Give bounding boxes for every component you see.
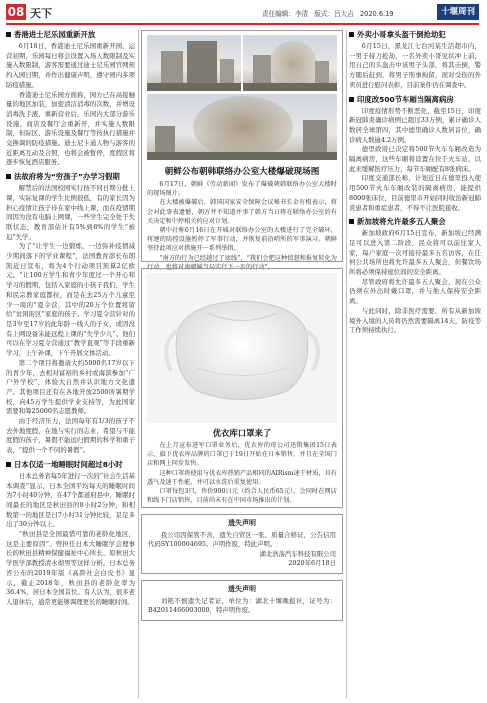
- story-paragraph: 这种口罩将使用与优衣库热销产品相同的AIRism速干材质，具有透气及速干性能，并可以水洗后重复使用。: [147, 469, 337, 486]
- masthead-rule: [6, 23, 479, 25]
- story-paragraph: 在大楼被爆破后，韩国国家安全保障会议秘书长金有根表示，将会对此事表遗憾，朝方并不知道并事了韩方当日将在联络办公室的有关决定和中停相关的应对计划。: [147, 199, 337, 225]
- square-bullet-icon: [349, 97, 354, 102]
- article-headline: 印度改500节车厢当隔离病房: [349, 95, 481, 105]
- column-divider: [138, 30, 139, 698]
- issue-date: 2020.6.19: [359, 10, 394, 18]
- article-headline: 新加坡将允许最多五人聚会: [349, 217, 481, 227]
- layout-credit: 版式：吕大吉: [314, 10, 354, 18]
- story-paragraph: 口罩每包3只，售价990日元（约合人民币65元），会同时在网店和线下门店销售，目前尚未有在中国市场推出的计划。: [147, 488, 337, 505]
- loss-notice: [141, 514, 343, 574]
- masthead: [0, 0, 487, 24]
- article-paragraph: “秋田县是全国最惜可靠的老龄化地区，这是主要原因”。曾担任日本大睡眠学会理事长的秋田县精神保健福祉中心所长、原秋田大学医学部教授清水彻男等这样分析。日本总务省公布的2019年版《高龄社会白皮书》显示，截止2018年，秋田县的老龄化率为36.4%，居日本全国首位。有人认为，很多老人退休后，通常更能够调理更长的睡眠时间。: [6, 530, 135, 606]
- article-paragraph: 尽管政府将允许最多五人聚会，现在公众仍须在外出时戴口罩，并与他人保持安全距离。: [349, 277, 481, 306]
- article-paragraph: 印度疫情形势不断恶化，截至15日，印度新冠肺炎确诊病例已超过33万例，累计确诊人数居全球第四，其中德里确诊人数居首位，确诊病人数逾4.2万例。: [349, 106, 481, 144]
- article-paragraph: 解禁后的法国校园实行按不同日期分批上课，实际复课的学生比例很低，有的家长因为担心疫情让孩子待在家中线上课，而在疫情期间因为没有电脑上网课，一些学生完全处于失联状态，教育部估计有5%到8%的学生“被迫”失学。: [6, 184, 135, 241]
- story-paragraph: 6月17日，朝鲜《劳动新闻》发布了爆破朝韩联络办公室大楼时的现场图片。: [147, 181, 337, 198]
- notice-text: 刘艳不慎遗失记者证，单位为：湖北十堰晚报社，证号为：B42011466003000，特声明作废。: [148, 596, 336, 615]
- article-headline: 法故府将为“穷孩子”办学习假期: [6, 172, 135, 182]
- explosion-smoke-photo: [147, 94, 337, 160]
- loss-notice: [141, 580, 343, 621]
- editor-credit: 责任编辑：李清: [262, 10, 309, 18]
- building-before-photo: [147, 35, 241, 91]
- photo-story-demolition: [141, 30, 343, 271]
- story-paragraph: 朝中社称6月16日在开城对联络办公室的大楼进行了完全破坏，将建的防控设施暂停了军事行动，并恢复前沿哨所的军事演习。朝鲜坚持此项应对措施开一系列举措。: [147, 227, 337, 253]
- article-paragraph: 新加坡政府6月15日宣布，新加坡已经满足可以进入第二阶段，民众将可以前往家人家，每户家庭一次可接待最多五名访客，在任何公共场所也将允许最多五人聚会，但餐饮场所将必须保持座位间的安全距离。: [349, 229, 481, 277]
- article-paragraph: 香港迪士尼乐园方面称，园方已在高接触量的地区加装，加密清洁消毒的次数，并增设消毒洗手液、重新营业后，乐园内大部分游乐设施、商店及餐厅会重新开，并实施人数限制，但际区、游乐设施及餐厅等按执行措施并交换调的防疫措施。迪士尼卡通人物与游客的近距离互动及合照，也将会被暂停，度假区将逐步恢复酒店服务。: [6, 90, 135, 167]
- notice-title: 遗失声明: [228, 584, 256, 593]
- notice-date: 2020年6月18日: [288, 559, 336, 568]
- article-paragraph: 6月15日，黑龙江七台河某生活超市内，一男子持刀抢劫，一名外卖小哥见状冲上前，用自己的头盔击中该男子头部，将其击倒，警方随后赶到，将男子刑事拘留，现对受伤的外卖员进行慰问表彰，目前案件仍在调查中。: [349, 42, 481, 89]
- building-explosion-photo: [243, 35, 337, 91]
- article-paragraph: 6月18日，香港迪士尼乐园重新开园，运营初期，乐园每日将会设置入场人数限制及实施入数限制，游客需要通过迪士尼乐园官网预约入园日期，并作出健康声明，遵守园内多项防疫措施。: [6, 42, 135, 89]
- editor-credits: [262, 8, 398, 18]
- square-bullet-icon: [349, 32, 354, 37]
- notice-text: 我公司因保管不善，遗失自贸区一张、质量合格证，公告信用代码SY100004695。声明作废，特此声明。: [148, 530, 336, 549]
- page-number: 08: [7, 5, 25, 19]
- section-name: 天下: [30, 7, 52, 20]
- notice-signature: 湖北浩荡汽车科技有限公司: [259, 549, 336, 558]
- article-headline: 香港进士尼乐园重新开放: [6, 30, 135, 40]
- face-mask-icon: [147, 273, 337, 423]
- square-bullet-icon: [349, 219, 354, 224]
- square-bullet-icon: [6, 174, 11, 179]
- story-body: [147, 441, 337, 505]
- story-title: 优衣库口罩来了: [212, 428, 272, 438]
- photo-row: [147, 35, 337, 91]
- brand-logo: 十堰周刊: [437, 4, 479, 20]
- article-headline: 外卖小哥拿头盔干倒抢劫犯: [349, 30, 481, 40]
- left-column: [6, 30, 135, 698]
- article-paragraph: 日本总务省每5年进行一次的“社会生活基本调查”显示，日本全国平均每天的睡眠时间为7小时40分钟，在47个都道府县中，睡眠时间最长的地区是秋田县的8小时2分钟，和相数第一的地区是日7小时31分钟比较，足足多出了30分钟以上。: [6, 471, 135, 529]
- photo-story-mask: [141, 268, 343, 508]
- article-paragraph: 由于经济压力，法国每年有1/3的孩子不去外地度假，在地与实行的志业，希望与不能度假的孩子，暑假不能远归假期的科学和重子表，“提供一个不同的暑假”。: [6, 417, 135, 455]
- story-paragraph: “南方的行为已经越过了底线”，“我们会把这种愤怒和报复转化为行动，也将对南朝鲜当局实行下一步的行动”。: [147, 254, 337, 271]
- article-paragraph: 印度交通部长称，计划近日在德里投入使用500节火车车厢改装的隔离病房，能提供8000张床位，目前德里市开始同时收治新冠肺炎患者和重症患者，不得不让医院接收。: [349, 174, 481, 212]
- story-title: 朝鲜公布朝韩联络办公室大楼爆破现场图: [164, 167, 320, 177]
- article-paragraph: 第二个项目将邀请大约5000名17岁以下的青少年，去相对富裕的乡村或海滨参加“广户外学校”，体验大自然并认识地方文化遗产。其他项目还有在各地开放2500所暑期学校，向45万学生提供学业支持等，为此国家需要和筹25000名志愿教师。: [6, 358, 135, 416]
- story-body: [147, 180, 337, 272]
- article-paragraph: 德里政府已决定将500节火车车厢改造为隔离病房，这些车厢将设置在位于火车站，以此来缓解医疗压力，每节车厢配有8张病床。: [349, 145, 481, 173]
- face-mask-photo: [147, 273, 337, 423]
- article-paragraph: 与此同时，除非医疗需要，所有从新加坡境外入境的人员将仍然需要隔离14天，防疫等工作须持续执行。: [349, 306, 481, 335]
- notice-title: 遗失声明: [228, 519, 256, 527]
- article-headline: 日本仅适一地睡眠时间超过8小时: [6, 460, 135, 470]
- story-paragraph: 在上月宣布进军口罩业务后，优衣库的母公司迅销集团15日表示，旗下优衣库品牌的口罩已于19日开始在日本销售，并且在全国门店和网上同步发售。: [147, 442, 337, 468]
- centre-column: [141, 30, 343, 698]
- right-column: [349, 30, 481, 698]
- column-divider: [346, 30, 347, 698]
- notices-area: [141, 514, 343, 698]
- square-bullet-icon: [6, 32, 11, 37]
- article-paragraph: 为了“让学生一边锻炼，一边弥补疫情减少期间落下的学业课程”，法国教育部长布朗凯近日宣布，将为4个行动项目预算2亿欧元。“让100万学生和青少年度过一个开心和学习的假期，包括入家庭的小孩子我们，学生和民宗教家庭都拉，而是在去25万个儿童至少一周的”夏令营，其中的20万个位置将留给“贫困街区”家庭的孩子。学习夏令营针对的是3岁至17岁的此年龄一线人的子女，或因没有上网设备未能远程上课的“失学少儿”。他们可以在学习夏令营通过“教学直观”等手段重新学习，上午补课，下午开展文体活动。: [6, 242, 135, 358]
- square-bullet-icon: [6, 462, 11, 467]
